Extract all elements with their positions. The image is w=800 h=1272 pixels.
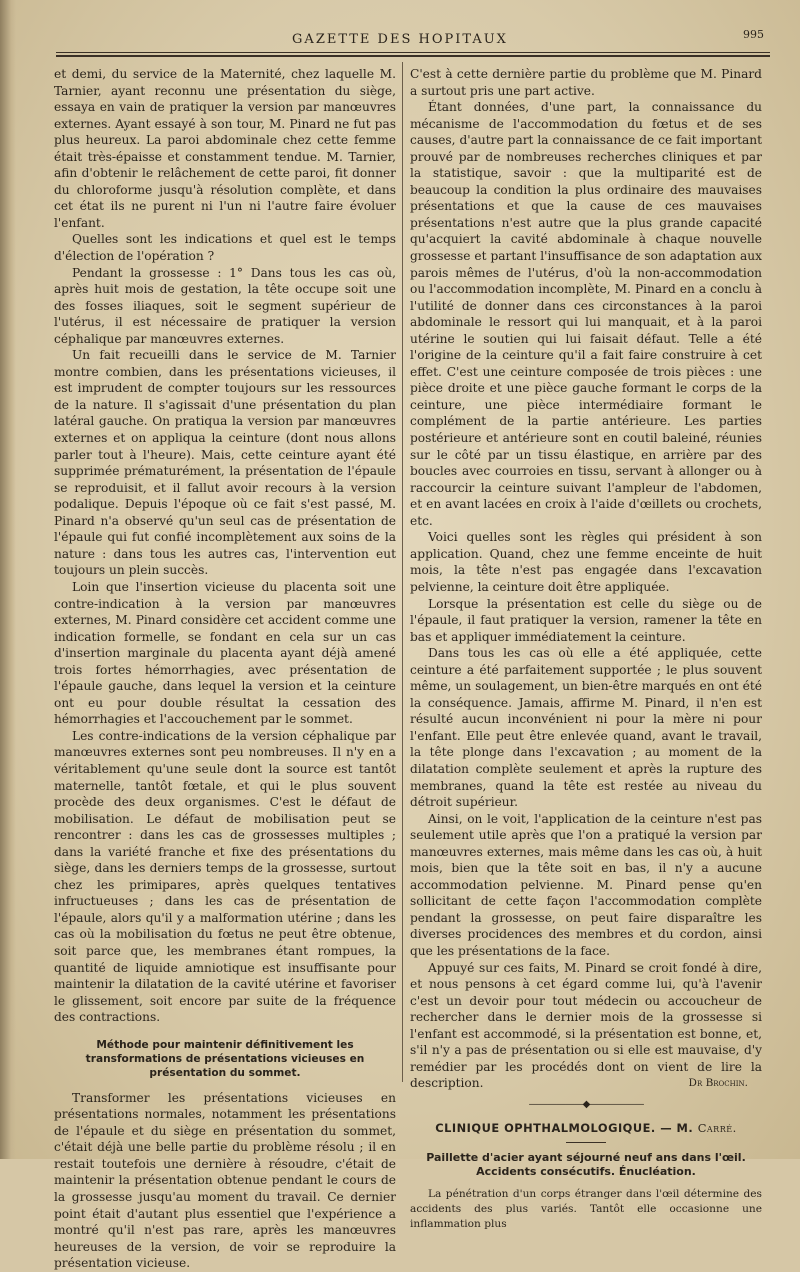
clinic-title: CLINIQUE OPHTHALMOLOGIQUE. — M. xyxy=(435,1120,694,1135)
author-signature: Dr Brochin. xyxy=(688,1077,748,1090)
header-rule-thin xyxy=(56,52,770,53)
clinic-heading xyxy=(410,1120,762,1137)
paragraph: Ainsi, on le voit, l'application de la ceinture n'est pas seulement utile après que l'on a pratiqué la version par manœuvres externes, mais même dans les cas où, à huit mois, bien que la tête soit en bas, il n'y a aucune accommodation pelvienne. M. Pinard pense qu'en sollicitant de cette façon l'accommodation complète pendant la grossesse, on peut faire disparaître les diverses procidences des membres et du cordon, ainsi que les présentations de la face. xyxy=(410,811,762,958)
paragraph: Voici quelles sont les règles qui président à son application. Quand, chez une femme enceinte de huit mois, la tête n'est pas engagée dans l'excavation pelvienne, la ceinture doit être appliquée. xyxy=(410,530,762,594)
paragraph: et demi, du service de la Maternité, chez laquelle M. Tarnier, ayant reconnu une présentation du siège, essaya en vain de pratiquer la version par manœuvres externes. Ayant essayé à son tour, M. Pinard ne fut pas plus heureux. La paroi abdominale chez cette femme était très-épaisse et constamment tendue. M. Tarnier, afin d'obtenir le relâchement de cette paroi, fit donner du chloroforme jusqu'à résolution complète, et dans cet état ils ne purent ni l'un ni l'autre faire évoluer l'enfant. xyxy=(54,67,396,230)
short-rule xyxy=(566,1142,606,1143)
paragraph: Un fait recueilli dans le service de M. Tarnier montre combien, dans les présentations vicieuses, il est imprudent de compter toujours sur les ressources de la nature. Il s'agissait d'une présentation du plan latéral gauche. On pratiqua la version par manœuvres externes et on appliqua la ceinture (dont nous allons parler tout à l'heure). Mais, cette ceinture ayant été supprimée prématurément, la présentation de l'épaule se reproduisit, et il fallut avoir recours à la version podalique. Depuis l'époque où ce fait s'est passé, M. Pinard n'a observé qu'un seul cas de présentation de l'épaule qui fut confié incomplètement aux soins de la nature : dans tous les autres cas, l'intervention eut toujours un plein succès. xyxy=(54,348,396,578)
paragraph: Loin que l'insertion vicieuse du placenta soit une contre-indication à la version par manœuvres externes, M. Pinard considère cet accident comme une indication formelle, se fondant en cela sur un cas d'insertion marginale du placenta ayant déjà amené trois fortes hémorrhagies, avec présentation de l'épaule gauche, dans lequel la version et la ceinture ont eu pour double résultat la cessation des hémorrhagies et l'accouchement par le sommet. xyxy=(54,579,396,727)
paragraph: Dans tous les cas où elle a été appliquée, cette ceinture a été parfaitement supportée ; le plus souvent même, un soulagement, un bien-être marqués en ont été la conséquence. Jamais, affirme M. Pinard, il n'en est résulté aucun inconvénient ni pour la mère ni pour l'enfant. Elle peut être enlevée quand, avant le travail, la tête plonge dans l'excavation ; au moment de la dilatation complète seulement et après la rupture des membranes, quand la tête est restée au niveau du détroit supérieur. xyxy=(410,646,762,810)
paragraph: Pendant la grossesse : 1° Dans tous les cas où, après huit mois de gestation, la tête occupe soit une des fosses iliaques, soit le segment supérieur de l'utérus, il est nécessaire de pratiquer la version céphalique par manœuvres externes. xyxy=(54,265,396,346)
right-column xyxy=(410,66,762,1232)
header-rule-thick xyxy=(56,55,770,57)
paragraph: Étant données, d'une part, la connaissance du mécanisme de l'accommodation du fœtus et de ses causes, d'autre part la connaissance de ce fait important prouvé par de nombreuses recherches cliniques et par la statistique, savoir : que la multiparité est de beaucoup la condition la plus ordinaire des mauvaises présentations et que la cause de ces mauvaises présentations n'est autre que la plus grande capacité qu'acquiert la cavité abdominale à chaque nouvelle grossesse et partant l'insuffisance de son adaptation aux parois mêmes de l'utérus, d'où la non-accommodation ou l'accommodation incomplète, M. Pinard en a conclu à l'utilité de donner dans ces circonstances à la paroi abdominale le ressort qui lui manquait, et à la paroi utérine le soutien qui lui faisait défaut. Telle a été l'origine de la ceinture qu'il a fait faire construire à cet effet. C'est une ceinture composée de trois pièces : une pièce droite et une pièce gauche formant le corps de la ceinture, une pièce intermédiaire formant le complément de la partie antérieure. Les parties postérieure et antérieure sont en coutil baleiné, réunies sur le côté par un tissu élastique, en arrière par des boucles avec courroies en tissu, servant à allonger ou à raccourcir la ceinture suivant l'ampleur de l'abdomen, et en avant lacées en croix à l'aide d'œillets ou crochets, etc. xyxy=(410,100,762,528)
paragraph: Transformer les présentations vicieuses en présentations normales, notamment les présentations de l'épaule et du siège en présentation du sommet, c'était déjà une belle partie du problème résolu ; il en restait toutefois une dernière à résoudre, c'était de maintenir la présentation obtenue pendant le cours de la grossesse jusqu'au moment du travail. Ce dernier point était d'autant plus essentiel que l'expérience a montré qu'il n'est pas rare, après les manœuvres heureuses de la version, de voir se reproduire la présentation vicieuse. xyxy=(54,1090,396,1271)
article-text: La pénétration d'un corps étranger dans l'œil détermine des accidents des plus variés. Tantôt elle occasionne une inflammation plus xyxy=(410,1188,762,1231)
page-binding-edge xyxy=(0,0,16,1159)
paragraph-text: Appuyé sur ces faits, M. Pinard se croit fondé à dire, et nous pensons à cet égard comme lui, qu'à l'avenir c'est un devoir pour tout médecin ou accoucheur de rechercher dans le dernier mois de la grossesse si l'enfant est accommodé, si la présentation est bonne, et, s'il n'y a pas de présentation ou si elle est mauvaise, d'y remédier par les procédés dont on vient de lire la description. xyxy=(410,960,762,1091)
clinic-author: Carré. xyxy=(697,1120,737,1135)
paragraph: Lorsque la présentation est celle du siège ou de l'épaule, il faut pratiquer la version, ramener la tête en bas et appliquer immédiatement la ceinture. xyxy=(410,596,762,644)
paragraph: C'est à cette dernière partie du problème que M. Pinard a surtout pris une part active. xyxy=(410,67,762,98)
paragraph-with-signature xyxy=(410,960,762,1092)
separator-ornament: ——————◆—————— xyxy=(528,1098,644,1110)
column-divider xyxy=(402,62,403,1082)
section-heading: Méthode pour maintenir définitivement les transformations de présentations vicieuses en présentation du sommet. xyxy=(85,1038,365,1079)
article-title: Paillette d'acier ayant séjourné neuf ans dans l'œil. Accidents consécutifs. Énucléation. xyxy=(426,1151,746,1179)
paragraph: Les contre-indications de la version céphalique par manœuvres externes sont peu nombreuses. Il n'y en a véritablement qu'une seule dont la source est tantôt maternelle, tantôt fœtale, et qui le plus souvent procède des deux organismes. C'est le défaut de mobilisation. Le défaut de mobilisation peut se rencontrer : dans les cas de grossesses multiples ; dans la variété franche et fixe des présentations du siège, dans les derniers temps de la grossesse, surtout chez les primipares, après quelques tentatives infructueuses ; dans les cas de présentation de l'épaule, alors qu'il y a malformation utérine ; dans les cas où la mobilisation du fœtus ne peut être obtenue, soit parce que, les membranes étant rompues, la quantité de liquide amniotique est insuffisante pour maintenir la dilatation de la cavité utérine et favoriser le glissement, soit encore par suite de la fréquence des contractions. xyxy=(54,728,396,1025)
page-header-title: GAZETTE DES HOPITAUX xyxy=(292,32,508,47)
left-column xyxy=(54,66,396,1272)
page-number: 995 xyxy=(743,28,764,41)
paragraph: Quelles sont les indications et quel est le temps d'élection de l'opération ? xyxy=(54,232,396,264)
